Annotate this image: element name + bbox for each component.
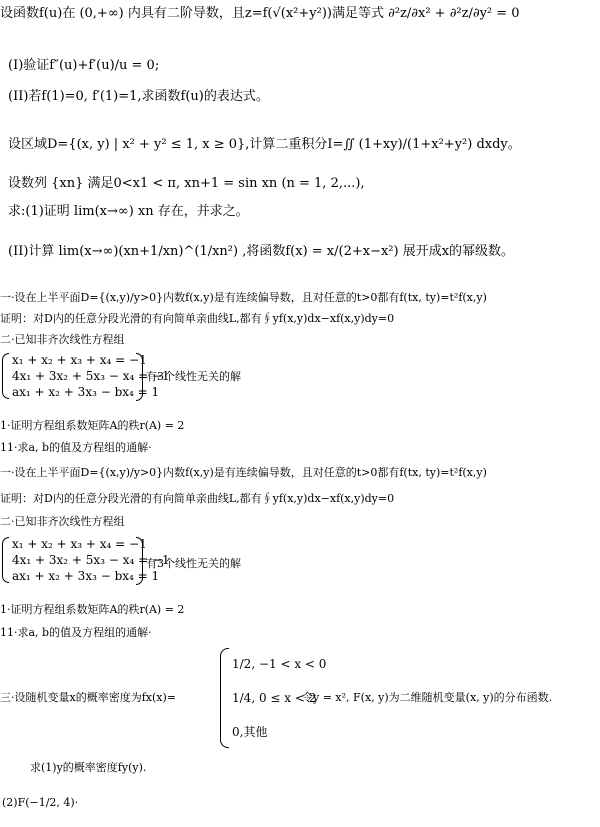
equation-3: ax₁ + x₂ + 3x₃ − bx₄ = 1 xyxy=(12,385,160,399)
block-a-equation-system xyxy=(2,352,170,400)
block-b-line-4: 有3个线性无关的解 xyxy=(146,557,241,570)
problem-4-tail: 令y = x², F(x, y)为二维随机变量(x, y)的分布函数. xyxy=(302,691,553,704)
equation-3: ax₁ + x₂ + 3x₃ − bx₄ = 1 xyxy=(12,569,160,583)
block-b-line-6: 11·求a, b的值及方程组的通解· xyxy=(0,626,152,639)
problem-3-line-3: (II)计算 lim(x→∞)(xn+1/xn)^(1/xn²) ,将函数f(x) = x/(2+x−x²) 展开成x的幂级数。 xyxy=(8,244,515,259)
density-case-3: 0,其他 xyxy=(232,725,268,739)
equation-2: 4x₁ + 3x₂ + 5x₃ − x₄ = −1 xyxy=(12,369,170,383)
problem-2-statement: 设区域D={(x, y) | x² + y² ≤ 1, x ≥ 0},计算二重积分I=∬ (1+xy)/(1+x²+y²) dxdy。 xyxy=(8,137,521,152)
block-a-right-brace xyxy=(136,353,143,401)
problem-1-part-2: (II)若f(1)=0, f′(1)=1,求函数f(u)的表达式。 xyxy=(8,89,269,104)
block-b-line-2: 证明：对D内的任意分段光滑的有向简单亲曲线L,都有∮yf(x,y)dx−xf(x,y)dy=0 xyxy=(0,492,395,505)
block-a-line-4: 有3个线性无关的解 xyxy=(146,370,241,383)
block-b-line-5: 1·证明方程组系数矩阵A的秩r(A) = 2 xyxy=(0,603,185,616)
problem-3-line-1: 设数列 {xn} 满足0<x1 < π, xn+1 = sin xn (n = 1, 2,...), xyxy=(8,176,365,191)
problem-4-question-1: 求(1)y的概率密度fy(y). xyxy=(30,761,147,774)
block-b-line-1: 一·设在上半平面D={(x,y)/y>0}内数f(x,y)是有连续偏导数，且对任意的t>0都有f(tx, ty)=t²f(x,y) xyxy=(0,466,487,479)
block-b-line-3: 二·已知非齐次线性方程组 xyxy=(0,515,125,528)
equation-1: x₁ + x₂ + x₃ + x₄ = −1 xyxy=(12,537,147,551)
problem-1-part-1: (I)验证f″(u)+f′(u)/u = 0; xyxy=(8,58,160,73)
problem-4-question-2: (2)F(−1/2, 4)· xyxy=(2,796,79,809)
block-a-line-5: 1·证明方程组系数矩阵A的秩r(A) = 2 xyxy=(0,419,185,432)
equation-2: 4x₁ + 3x₂ + 5x₃ − x₄ = −1 xyxy=(12,553,170,567)
density-case-1: 1/2, −1 < x < 0 xyxy=(232,657,327,671)
density-case-2: 1/4, 0 ≤ x < 2 xyxy=(232,691,317,705)
block-a-line-1: 一·设在上半平面D={(x,y)/y>0}内数f(x,y)是有连续偏导数，且对任意的t>0都有f(tx, ty)=t²f(x,y) xyxy=(0,291,487,304)
block-b-equation-system xyxy=(2,536,170,584)
problem-1-statement: 设函数f(u)在 (0,+∞) 内具有二阶导数，且z=f(√(x²+y²))满足等式 ∂²z/∂x² + ∂²z/∂y² = 0 xyxy=(0,6,520,21)
block-a-line-2: 证明：对D内的任意分段光滑的有向简单亲曲线L,都有∮yf(x,y)dx−xf(x,y)dy=0 xyxy=(0,312,395,325)
block-b-right-brace xyxy=(136,537,143,585)
problem-3-line-2: 求:(1)证明 lim(x→∞) xn 存在，并求之。 xyxy=(8,204,249,219)
block-a-line-3: 二·已知非齐次线性方程组 xyxy=(0,333,125,346)
equation-1: x₁ + x₂ + x₃ + x₄ = −1 xyxy=(12,353,147,367)
problem-4-lead: 三·设随机变量x的概率密度为fx(x)= xyxy=(0,691,176,704)
block-a-line-6: 11·求a, b的值及方程组的通解· xyxy=(0,441,152,454)
